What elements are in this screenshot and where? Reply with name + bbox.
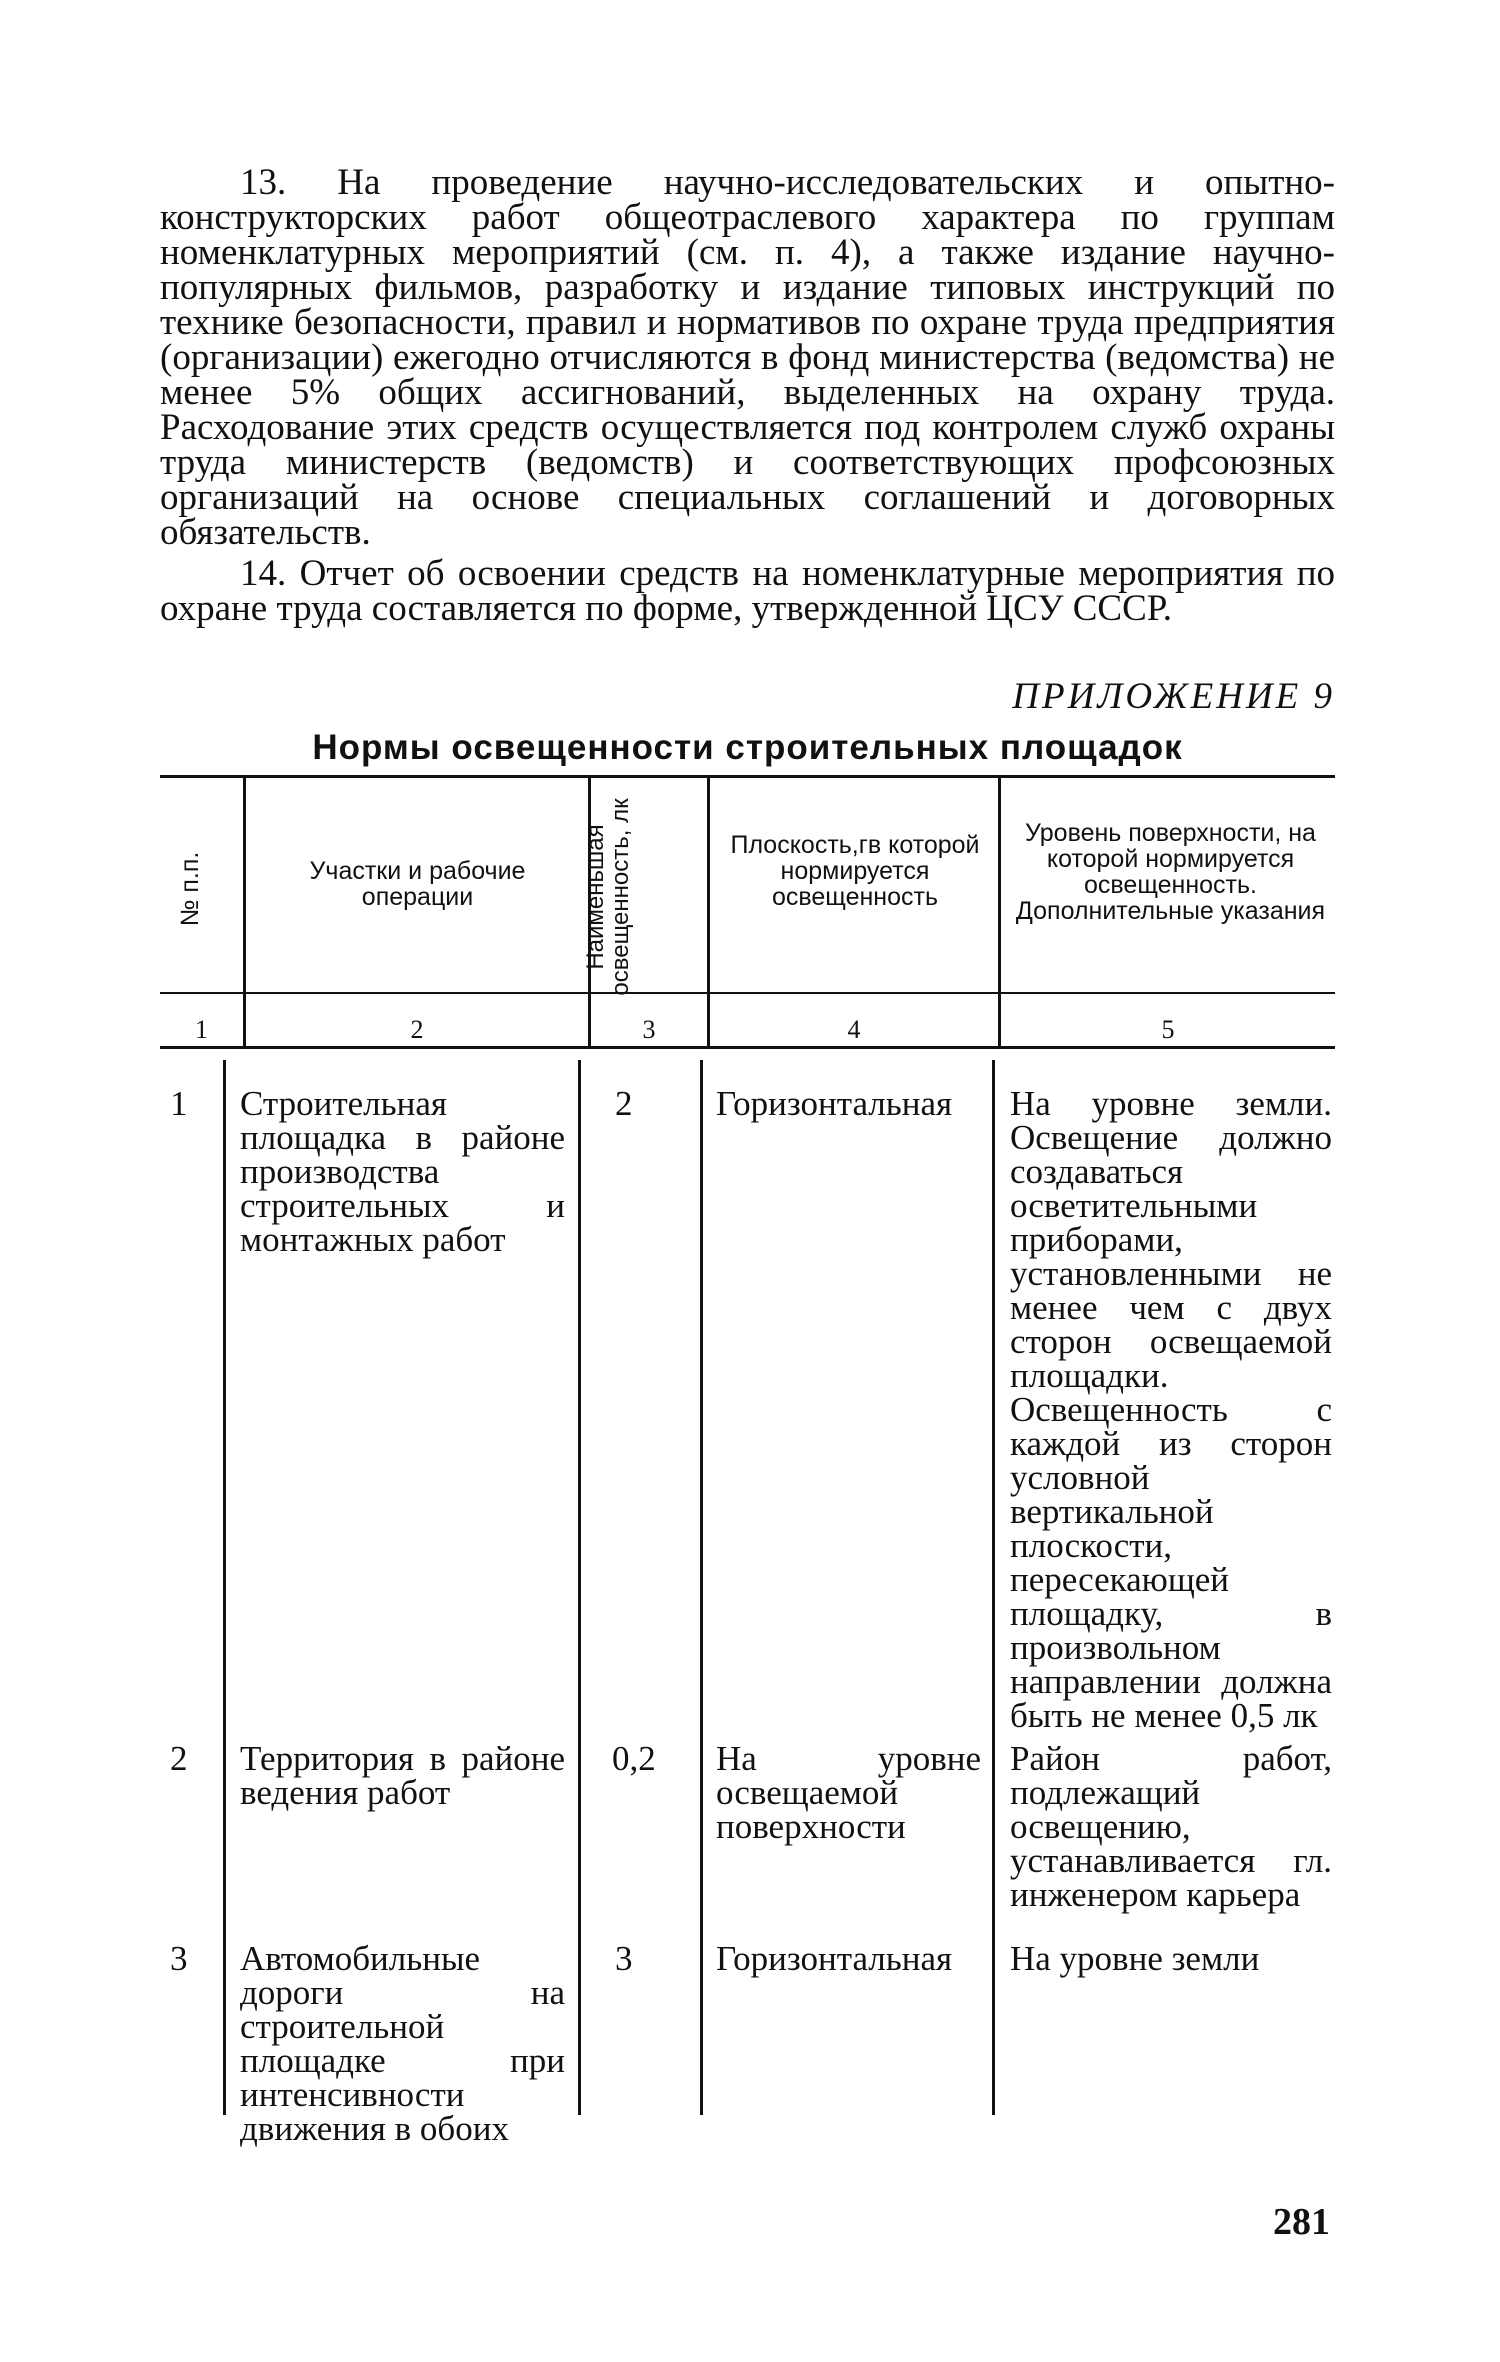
row-1-number: 1	[170, 1084, 188, 1123]
body-divider-1	[223, 1060, 226, 2115]
header-divider-rule	[160, 992, 1335, 994]
header-divider-1	[243, 778, 246, 1046]
column-number-1: 1	[195, 1015, 208, 1044]
column-number-3: 3	[642, 1015, 656, 1044]
page-number: 281	[1273, 2201, 1330, 2243]
body-divider-2	[578, 1060, 581, 2115]
header-divider-4	[998, 778, 1001, 1046]
row-2-number: 2	[170, 1739, 188, 1778]
paragraph-13: 13. На проведение научно-исследовательских и опытно-конструкторских работ общеотраслевого характера по группам номенклатурных мероприятий (см. п. 4), а также издание научно-популярных фильмов, разработку и издание типовых инструкций по технике безопасности, правил и нормативов по охране труда предприятия (организации) ежегодно отчисляются в фонд министерства (ведомства) не менее 5% общих ассигнований, выделенных на охрану труда. Расходование этих средств осуществляется под контролем служб охраны труда министерств (ведомств) и соответствующих профсоюзных организаций на основе специальных соглашений и договорных обязательств.	[160, 162, 1335, 553]
row-3-area: Автомобильные дороги на строительной площадке при интенсивности движения в обоих	[240, 1939, 565, 2148]
header-areas: Участки и рабочие операции	[309, 857, 526, 911]
header-min-illuminance: Наименьшая освещенность, лк	[582, 798, 634, 996]
column-number-5: 5	[1161, 1015, 1175, 1044]
header-number: № п.п.	[176, 851, 204, 927]
row-1-area: Строительная площадка в районе производства строительных и монтажных работ	[240, 1084, 565, 1259]
header-divider-3	[707, 778, 710, 1046]
column-numbers-rule	[160, 1046, 1335, 1049]
table-top-rule	[160, 775, 1335, 778]
row-2-lux: 0,2	[612, 1739, 656, 1778]
body-divider-4	[992, 1060, 995, 2115]
column-number-4: 4	[847, 1015, 861, 1044]
body-divider-3	[700, 1060, 703, 2115]
row-1-plane: Горизонтальная	[716, 1084, 953, 1123]
row-3-lux: 3	[615, 1939, 633, 1978]
row-2-notes: Район работ, подлежащий освещению, устанавливается гл. инженером карьера	[1010, 1739, 1332, 1914]
table-title: Нормы освещенности строительных площадок	[312, 728, 1183, 767]
paragraph-14: 14. Отчет об освоении средств на номенклатурные мероприятия по охране труда составляется по форме, утвержденной ЦСУ СССР.	[160, 553, 1335, 629]
row-3-number: 3	[170, 1939, 188, 1978]
row-3-plane: Горизонтальная	[716, 1939, 953, 1978]
row-1-notes: На уровне земли. Освещение должно создаваться осветительными приборами, установленными не менее чем с двух сторон освещаемой площадки. Освещенность с каждой из сторон условной вертикальной плоскости, пересекающей площадку, в произвольном направлении должна быть не менее 0,5 лк	[1010, 1084, 1332, 1735]
row-2-plane: На уровне освещаемой поверхности	[716, 1739, 981, 1846]
row-1-lux: 2	[615, 1084, 633, 1123]
column-number-2: 2	[410, 1015, 424, 1044]
row-2-area: Территория в районе ведения работ	[240, 1739, 565, 1812]
row-3-notes: На уровне земли	[1010, 1939, 1260, 1978]
header-notes: Уровень поверхности, на которой нормируется освещенность. Дополнительные указания	[1015, 819, 1326, 925]
appendix-label: ПРИЛОЖЕНИЕ 9	[1012, 676, 1335, 717]
header-plane: Плоскость,ᴦв которой нормируется освещенность	[730, 831, 980, 911]
